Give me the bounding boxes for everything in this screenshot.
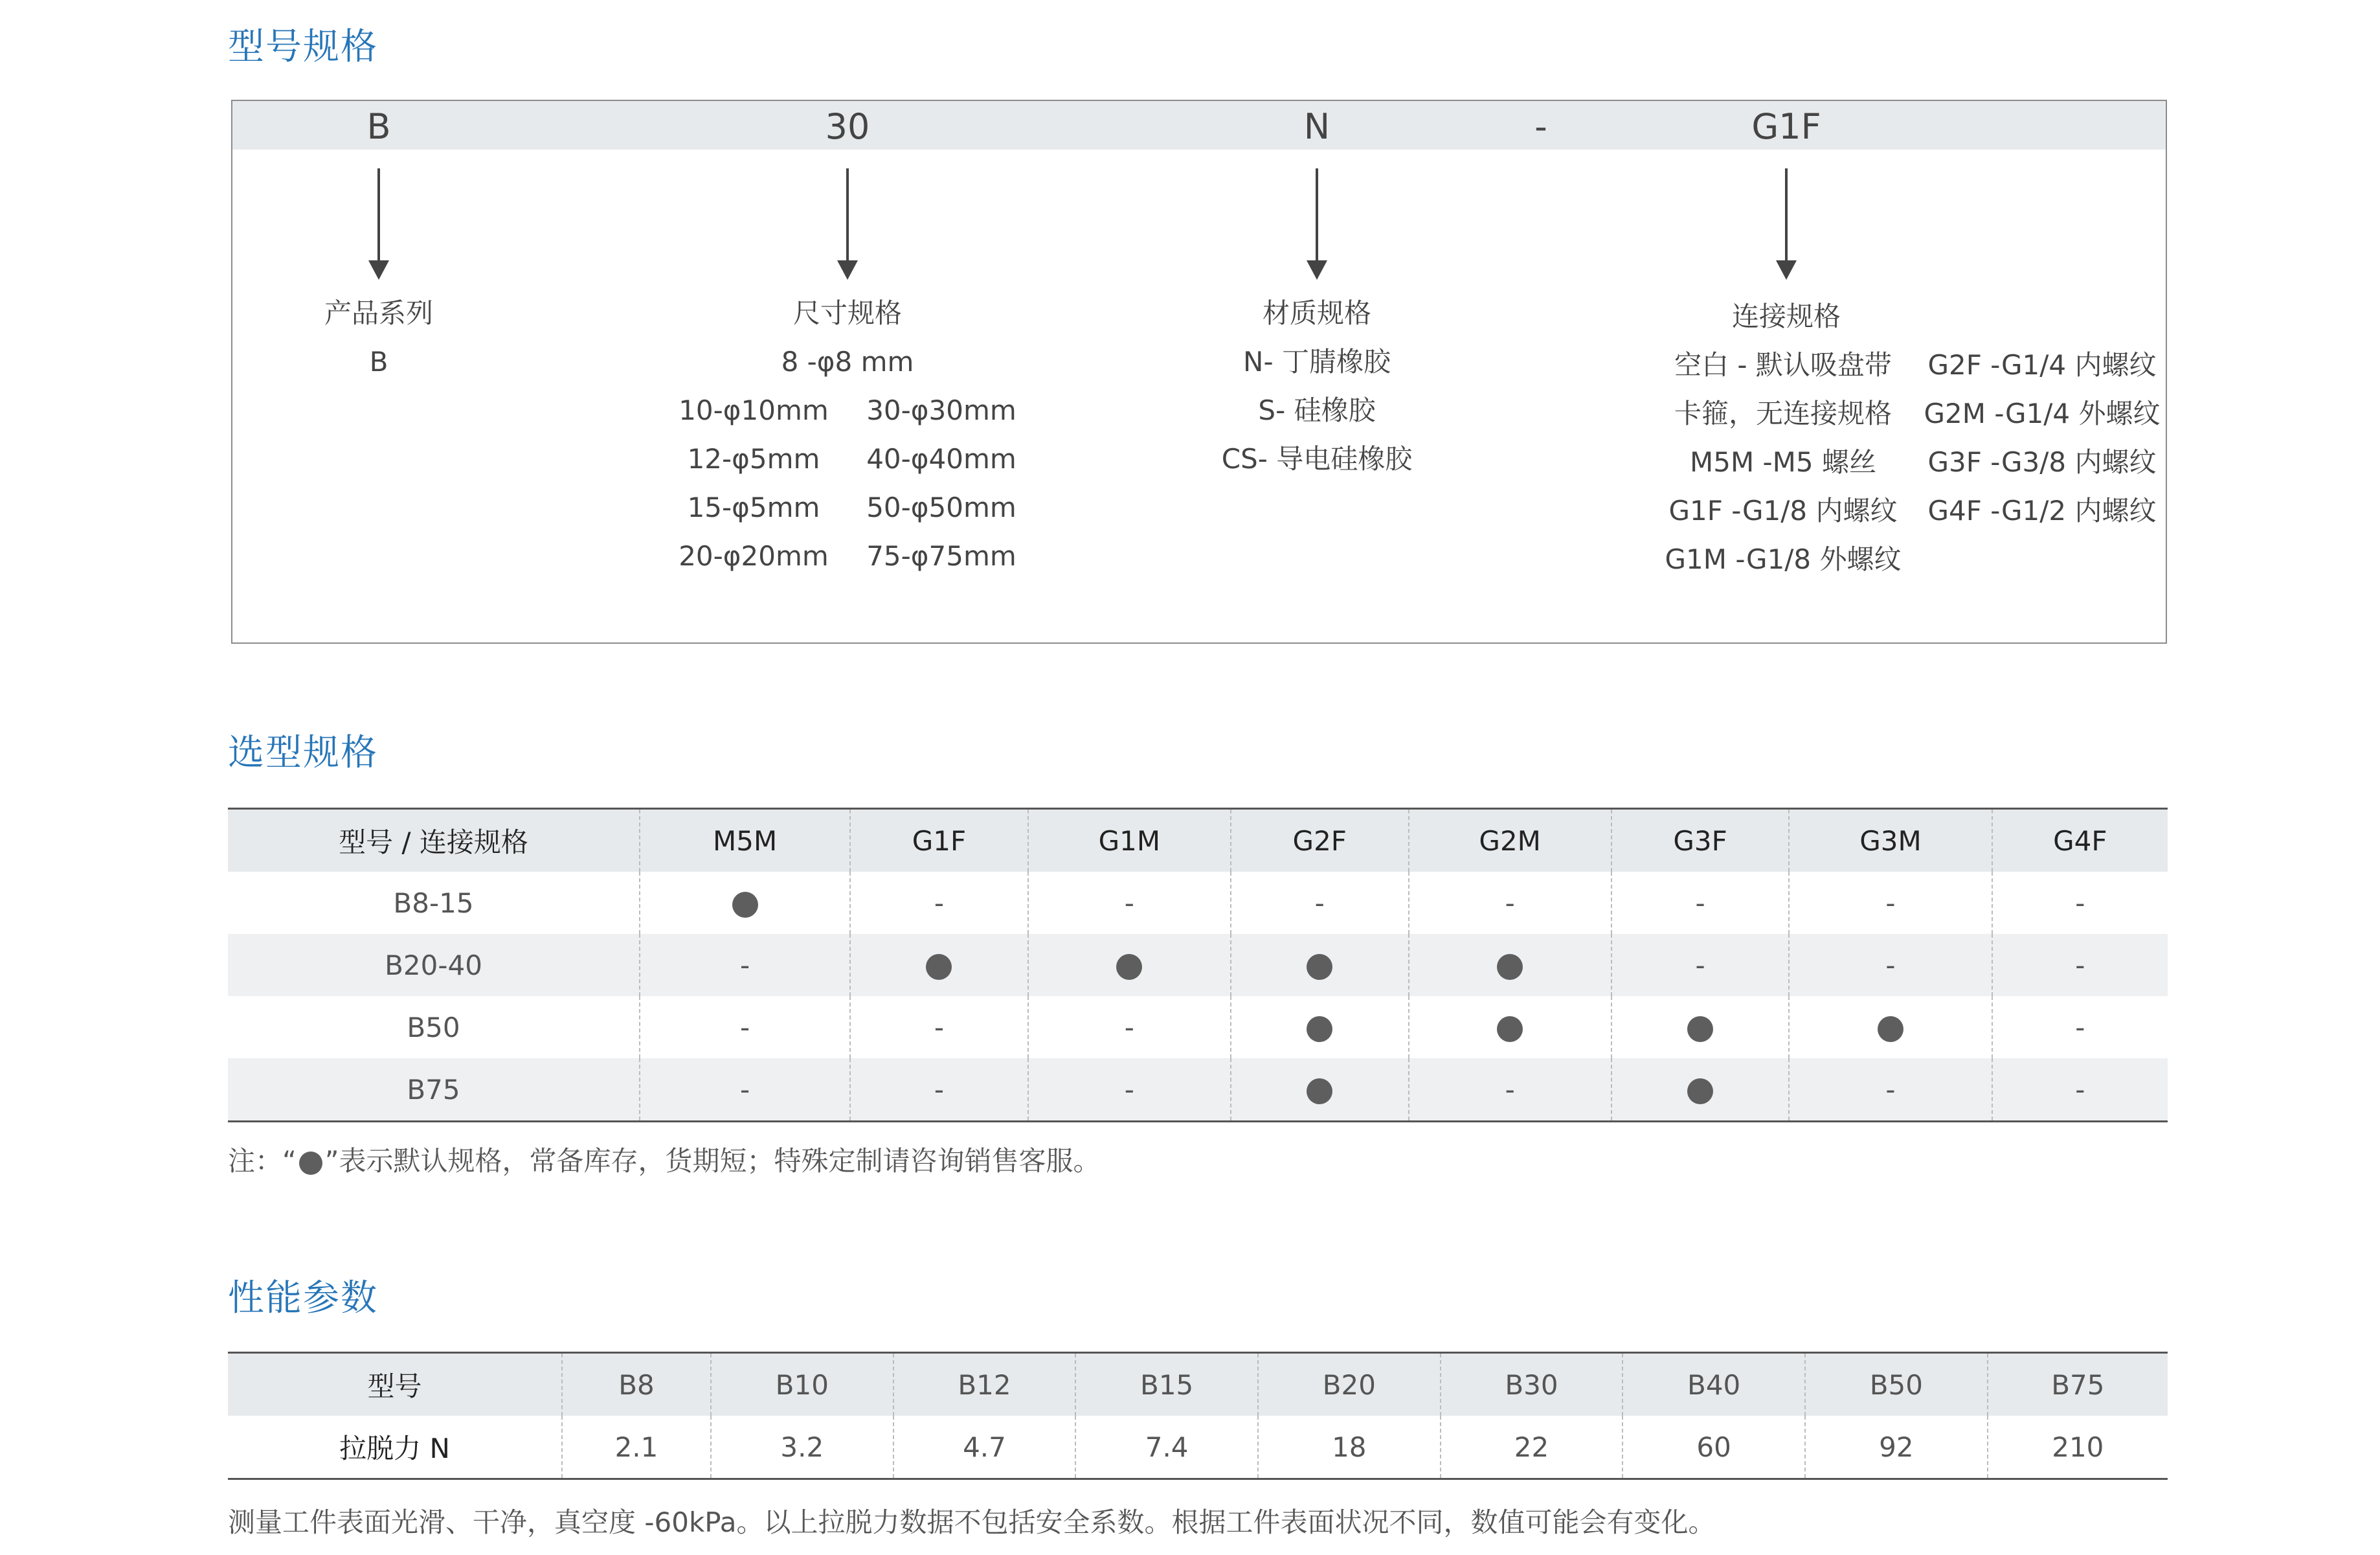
connection-item: 空白 - 默认吸盘带 [1674,349,1892,381]
material-item: S- 硅橡胶 [1258,394,1376,426]
arrow-down-icon [1785,168,1788,266]
selection-header-cell: G1F [850,809,1028,872]
selection-cell: - [1231,872,1409,934]
connection-item: G3F -G3/8 内螺纹 [1927,446,2157,478]
performance-value-cell: 3.2 [711,1416,893,1479]
selection-cell: - [1611,872,1790,934]
connection-item: G4F -G1/2 内螺纹 [1927,495,2157,527]
selection-model-cell: B20-40 [228,934,640,996]
performance-model-cell: B15 [1075,1353,1258,1416]
selection-cell: - [850,996,1028,1058]
selection-cell: - [1409,872,1611,934]
selection-table [228,808,2168,1122]
available-dot-icon [1878,1016,1903,1042]
selection-available-cell [1231,996,1409,1058]
selection-cell: - [1992,934,2168,996]
selection-available-cell [1231,934,1409,996]
material-column [1222,289,1413,483]
selection-header-cell: G2F [1231,809,1409,872]
available-dot-icon [1307,1078,1332,1104]
connection-item: G1F -G1/8 内螺纹 [1668,495,1898,527]
selection-header-cell: G2M [1409,809,1611,872]
selection-model-cell: B75 [228,1058,640,1122]
selection-cell: - [640,996,850,1058]
selection-cell: - [1789,872,1992,934]
performance-value-cell: 22 [1441,1416,1623,1479]
selection-header-cell: G1M [1028,809,1231,872]
selection-header-row [228,809,2168,872]
series-heading: 产品系列 [324,297,434,329]
performance-value-row [228,1416,2168,1479]
performance-value-cell: 7.4 [1075,1416,1258,1479]
model-code-box [231,100,2167,644]
code-part-material: N [1303,106,1330,147]
material-heading: 材质规格 [1262,297,1371,329]
performance-value-cell: 210 [1988,1416,2168,1479]
selection-cell: - [1992,872,2168,934]
size-heading: 尺寸规格 [792,297,902,329]
performance-title: 性能参数 [228,1277,378,1319]
size-item: 20-φ20mm [679,540,829,572]
series-column [324,289,433,386]
connection-item: G2F -G1/4 内螺纹 [1927,349,2157,381]
selection-cell: - [1409,1058,1611,1122]
size-item: 40-φ40mm [866,443,1016,475]
selection-available-cell [1789,996,1992,1058]
arrow-down-icon [846,168,849,266]
performance-model-cell: B30 [1441,1353,1623,1416]
selection-row [228,1058,2168,1122]
connection-heading: 连接规格 [1731,301,1841,332]
selection-cell: - [640,934,850,996]
connection-grid [1654,341,2165,584]
performance-model-cell: B75 [1988,1353,2168,1416]
selection-cell: - [850,1058,1028,1122]
performance-value-cell: 4.7 [893,1416,1076,1479]
selection-available-cell [1231,1058,1409,1122]
selection-available-cell [1611,996,1790,1058]
performance-model-cell: B50 [1805,1353,1988,1416]
selection-model-cell: B8-15 [228,872,640,934]
selection-available-cell [1409,934,1611,996]
performance-value-cell: 60 [1622,1416,1805,1479]
selection-header-cell: G4F [1992,809,2168,872]
available-dot-icon [1687,1078,1713,1104]
size-item: 12-φ5mm [687,443,820,475]
performance-header-label: 型号 [228,1353,562,1416]
performance-model-cell: B20 [1258,1353,1441,1416]
size-item: 15-φ5mm [687,492,820,523]
model-code-header [232,101,2166,150]
connection-item: M5M -M5 螺丝 [1689,446,1876,478]
selection-cell: - [1028,872,1231,934]
selection-available-cell [1611,1058,1790,1122]
connection-heading-wrap [1732,292,1841,341]
selection-available-cell [850,934,1028,996]
performance-model-cell: B8 [562,1353,711,1416]
code-part-size: 30 [825,106,870,147]
note-prefix: 注：“ [228,1145,297,1177]
selection-row [228,872,2168,934]
selection-available-cell [1409,996,1611,1058]
selection-available-cell [1028,934,1231,996]
size-first: 8 -φ8 mm [781,346,914,378]
selection-row [228,996,2168,1058]
performance-value-cell: 18 [1258,1416,1441,1479]
code-part-separator: - [1534,106,1547,147]
size-item: 30-φ30mm [866,394,1016,426]
connection-empty [1919,535,2165,584]
available-dot-icon [1307,1016,1332,1042]
selection-header-cell: 型号 / 连接规格 [228,809,640,872]
selection-header-cell: G3F [1611,809,1790,872]
performance-row-label: 拉脱力 N [339,1433,450,1464]
size-item: 10-φ10mm [679,394,829,426]
note-text: ”表示默认规格，常备库存，货期短；特殊定制请咨询销售客服。 [324,1145,1101,1177]
arrow-down-icon [377,168,380,266]
available-dot-icon [1116,954,1142,980]
selection-header-cell: M5M [640,809,850,872]
code-part-connection: G1F [1751,106,1821,147]
available-dot-icon [1687,1016,1713,1042]
selection-model-cell: B50 [228,996,640,1058]
selection-cell: - [1611,934,1790,996]
selection-cell: - [1028,1058,1231,1122]
size-grid [660,386,1035,580]
series-value: B [369,346,388,378]
model-spec-title: 型号规格 [228,26,378,68]
connection-item: G1M -G1/8 外螺纹 [1665,543,1902,575]
material-item: CS- 导电硅橡胶 [1221,443,1413,475]
performance-model-cell: B12 [893,1353,1076,1416]
performance-value-cell: 2.1 [562,1416,711,1479]
size-item: 50-φ50mm [866,492,1016,523]
size-item: 75-φ75mm [866,540,1016,572]
performance-header-row [228,1353,2168,1416]
selection-note [228,1140,1101,1179]
code-part-series: B [366,106,391,147]
performance-footnote: 测量工件表面光滑、干净，真空度 -60kPa。以上拉脱力数据不包括安全系数。根据工件表面状况不同，数值可能会有变化。 [228,1506,1716,1538]
selection-cell: - [1992,1058,2168,1122]
selection-cell: - [850,872,1028,934]
size-column [660,289,1035,580]
connection-column [1654,341,2165,584]
available-dot-icon [1307,954,1332,980]
available-dot-icon [299,1152,322,1175]
arrow-down-icon [1316,168,1318,266]
selection-available-cell [640,872,850,934]
selection-cell: - [1789,1058,1992,1122]
connection-item: G2M -G1/4 外螺纹 [1924,398,2161,429]
performance-table [228,1352,2168,1480]
available-dot-icon [1497,1016,1523,1042]
performance-value-cell: 92 [1805,1416,1988,1479]
selection-cell: - [1028,996,1231,1058]
selection-cell: - [1789,934,1992,996]
selection-cell: - [640,1058,850,1122]
available-dot-icon [732,892,758,918]
material-item: N- 丁腈橡胶 [1243,346,1391,378]
selection-row [228,934,2168,996]
available-dot-icon [1497,954,1523,980]
selection-spec-title: 选型规格 [228,732,378,774]
selection-header-cell: G3M [1789,809,1992,872]
selection-cell: - [1992,996,2168,1058]
available-dot-icon [926,954,952,980]
performance-model-cell: B40 [1622,1353,1805,1416]
connection-item: 卡箍，无连接规格 [1674,398,1892,429]
performance-model-cell: B10 [711,1353,893,1416]
